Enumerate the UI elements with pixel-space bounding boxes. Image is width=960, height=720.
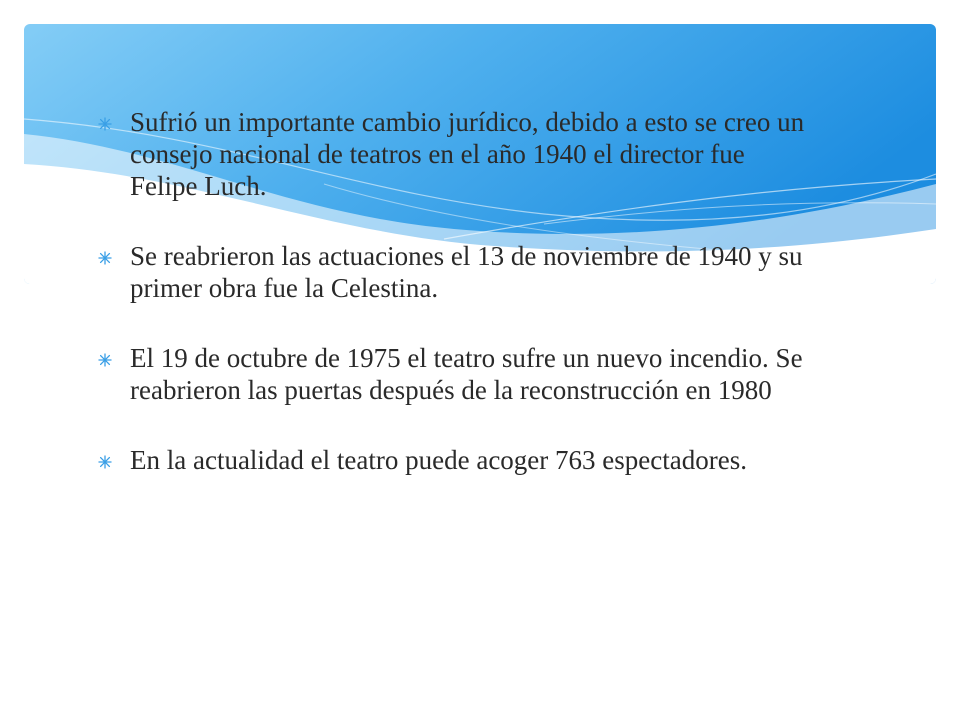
asterisk-bullet-icon: [98, 455, 112, 469]
asterisk-bullet-icon: [98, 251, 112, 265]
bullet-item-3: [92, 342, 812, 406]
bullet-text-2: Se reabrieron las actuaciones el 13 de noviembre de 1940 y su primer obra fue la Celestina.: [130, 241, 803, 303]
bullet-text-4: En la actualidad el teatro puede acoger 763 espectadores.: [130, 445, 747, 475]
bullet-item-2: [92, 240, 812, 304]
bullet-item-4: [92, 444, 812, 476]
bullet-text-1: Sufrió un importante cambio jurídico, debido a esto se creo un consejo nacional de teatros en el año 1940 el director fue Felipe Luch.: [130, 107, 805, 201]
bullet-list: [92, 106, 812, 476]
asterisk-bullet-icon: [98, 353, 112, 367]
asterisk-bullet-icon: [98, 117, 112, 131]
bullet-item-1: [92, 106, 812, 202]
bullet-text-3: El 19 de octubre de 1975 el teatro sufre un nuevo incendio. Se reabrieron las puertas después de la reconstrucción en 1980: [130, 343, 803, 405]
